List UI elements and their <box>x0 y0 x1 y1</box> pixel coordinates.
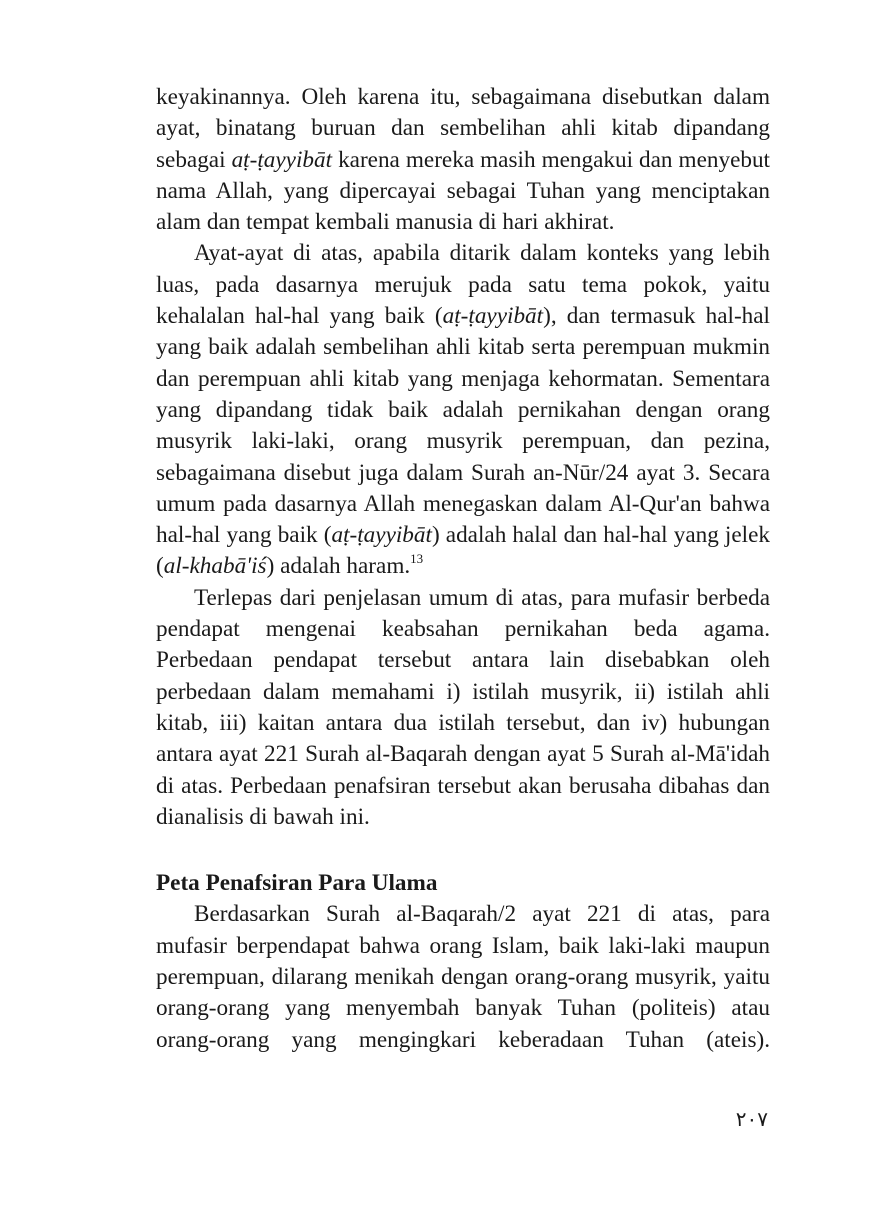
italic-term: aṭ-ṭayyibāt <box>231 146 333 173</box>
text-block <box>156 82 770 1056</box>
paragraph-text: Terlepas dari penjelasan umum di atas, para mufasir berbeda pendapat mengenai keabsahan pernikahan beda agama. Perbedaan pendapat tersebut antara lain disebabkan oleh perbedaan dalam memahami i) istilah musyrik, ii) istilah ahli kitab, iii) kaitan antara dua istilah tersebut, dan iv) hubungan antara ayat 221 Surah al-Baqarah dengan ayat 5 Surah al-Mā'idah di atas. Perbedaan penafsiran tersebut akan berusaha dibahas dan dianalisis di bawah ini. <box>156 584 770 830</box>
italic-term: aṭ-ṭayyibāt <box>442 303 544 330</box>
paragraph-ayat <box>156 238 770 582</box>
italic-term: al-khabā'iś <box>163 553 267 580</box>
page-number: ٢٠٧ <box>735 1107 768 1131</box>
paragraph-text: keyakinannya. Oleh karena itu, sebagaimana disebutkan dalam ayat, binatang buruan dan sembelihan ahli kitab dipandang sebagai <box>156 84 770 173</box>
footnote-marker: 13 <box>410 550 424 566</box>
paragraph-text: ), dan termasuk hal-hal yang baik adalah sembelihan ahli kitab serta perempuan mukmin dan perempuan ahli kitab yang menjaga kehormatan. Sementara yang dipandang tidak baik adalah pernikahan dengan orang musyrik laki-laki, orang musyrik perempuan, dan pezina, sebagaimana disebut juga dalam Surah an-Nūr/24 ayat 3. Secara umum pada dasarnya Allah menegaskan dalam Al-Qur'an bahwa hal-hal yang baik ( <box>156 303 770 549</box>
paragraph-peta <box>156 899 770 1055</box>
paragraph-text: karena mereka masih mengakui dan menyebut nama Allah, yang dipercayai sebagai Tuhan yang menciptakan alam dan tempat kembali manusia di hari akhirat. <box>156 146 770 236</box>
paragraph-text: ) adalah haram. <box>266 553 411 580</box>
italic-term: aṭ-ṭayyibāt <box>331 522 432 549</box>
paragraph-perbedaan <box>156 583 770 833</box>
paragraph-text: ) adalah halal dan hal-hal yang jelek ( <box>156 522 770 580</box>
section-heading: Peta Penafsiran Para Ulama <box>156 870 438 897</box>
paragraph-continuation <box>156 82 770 238</box>
paragraph-text: Ayat-ayat di atas, apabila ditarik dalam konteks yang lebih luas, pada dasarnya merujuk pada satu tema pokok, yaitu kehalalan hal-hal yang baik ( <box>156 240 770 330</box>
paragraph-text: Berdasarkan Surah al-Baqarah/2 ayat 221 di atas, para mufasir berpendapat bahwa orang Islam, baik laki-laki maupun perempuan, dilarang menikah dengan orang-orang musyrik, yaitu orang-orang yang menyembah banyak Tuhan (politeis) atau orang-orang yang mengingkari keberadaan Tuhan (ateis). <box>156 901 770 1053</box>
